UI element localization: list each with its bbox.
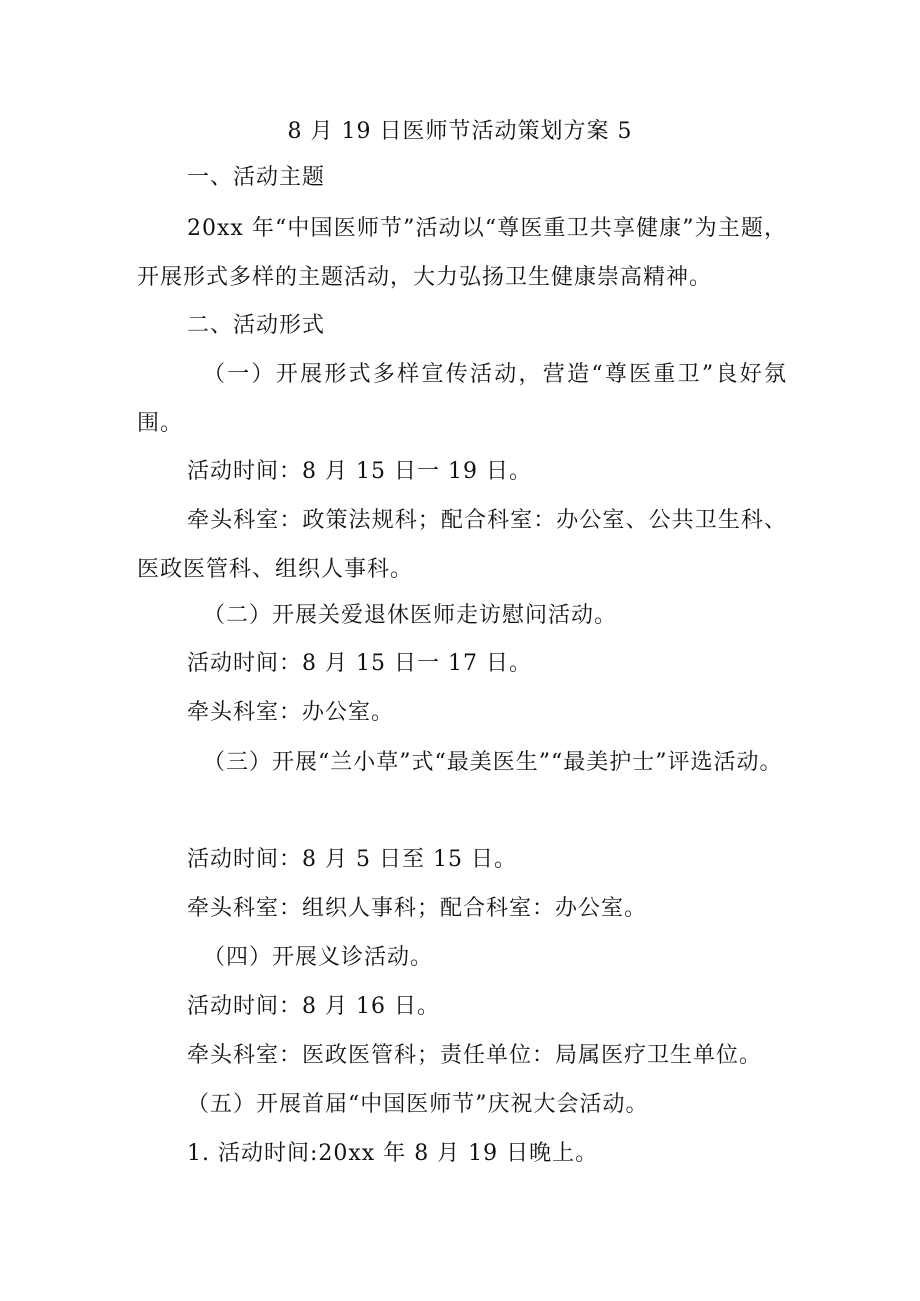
subsection-2: （二）开展关爱退休医师走访慰问活动。: [203, 603, 618, 628]
activity-time-4: 活动时间：8 月 16 日。: [187, 994, 440, 1019]
activity-time-1: 活动时间：8 月 15 日一 19 日。: [187, 459, 532, 484]
document-title: 8 月 19 日医师节活动策划方案 5: [287, 119, 633, 144]
subsection-5: （五）开展首届“中国医师节”庆祝大会活动。: [187, 1092, 649, 1117]
activity-time-2: 活动时间：8 月 15 日一 17 日。: [187, 651, 532, 676]
activity-time-3: 活动时间：8 月 5 日至 15 日。: [187, 847, 517, 872]
paragraph-theme: 20xx 年“中国医师节”活动以“尊医重卫共享健康”为主题，开展形式多样的主题活动，大力弘扬卫生健康崇高精神。: [137, 216, 787, 290]
department-2: 牵头科室：办公室。: [187, 700, 395, 725]
activity-time-5: 1. 活动时间:20xx 年 8 月 19 日晚上。: [187, 1141, 599, 1166]
department-3: 牵头科室：组织人事科；配合科室：办公室。: [187, 896, 648, 921]
subsection-3: （三）开展“兰小草”式“最美医生”“最美护士”评选活动。: [203, 750, 783, 775]
department-1: 牵头科室：政策法规科；配合科室：办公室、公共卫生科、医政医管科、组织人事科。: [137, 508, 787, 582]
department-4: 牵头科室：医政医管科；责任单位：局属医疗卫生单位。: [187, 1043, 763, 1068]
section-heading-form: 二、活动形式: [187, 313, 326, 338]
subsection-4: （四）开展义诊活动。: [203, 945, 434, 970]
section-heading-theme: 一、活动主题: [187, 165, 326, 190]
subsection-1: （一）开展形式多样宣传活动，营造“尊医重卫”良好氛围。: [137, 362, 787, 436]
